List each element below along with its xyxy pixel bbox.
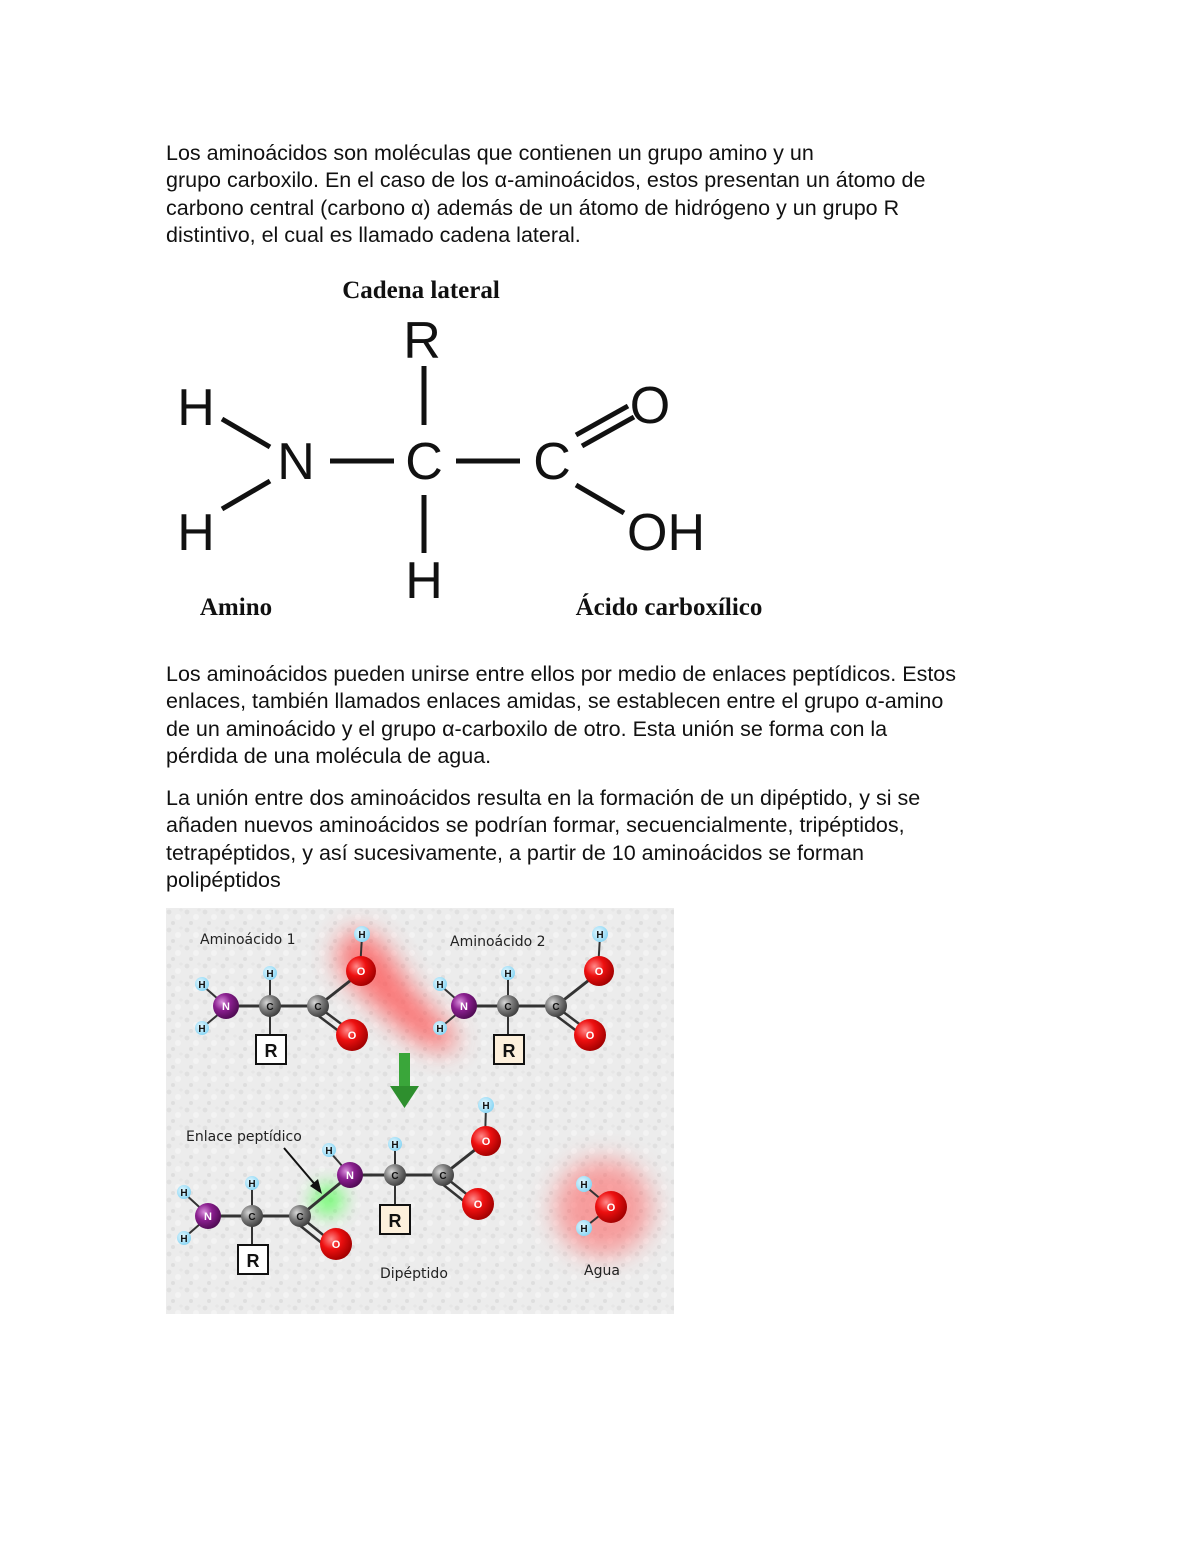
peptide-bond-label: Enlace peptídico: [186, 1129, 302, 1145]
svg-text:H: H: [248, 1179, 256, 1190]
svg-text:R: R: [264, 1041, 278, 1061]
svg-text:C: C: [314, 1002, 322, 1013]
svg-text:H: H: [436, 980, 444, 991]
svg-text:O: O: [585, 1030, 595, 1042]
amino-acid-1-label: Aminoácido 1: [200, 932, 296, 948]
atom-h-amino-bottom: H: [177, 504, 215, 562]
paragraph-intro: [166, 140, 1026, 249]
text-line: de un aminoácido y el grupo α-carboxilo de otro. Esta unión se forma con la: [166, 716, 888, 741]
svg-text:C: C: [248, 1212, 256, 1223]
text-line: Los aminoácidos son moléculas que contienen un grupo amino y un: [166, 141, 814, 165]
svg-text:H: H: [580, 1180, 588, 1191]
text-line: Los aminoácidos pueden unirse entre ellos por medio de enlaces peptídicos. Estos: [166, 662, 957, 686]
svg-text:O: O: [473, 1199, 483, 1211]
text-line: grupo carboxilo. En el caso de los α-aminoácidos, estos presentan un átomo de: [166, 168, 926, 193]
svg-text:C: C: [391, 1171, 399, 1182]
svg-text:H: H: [180, 1188, 188, 1199]
atom-c-carboxyl: C: [533, 433, 571, 491]
paragraph-dipeptides: [166, 785, 1046, 894]
svg-text:O: O: [606, 1202, 616, 1214]
svg-text:N: N: [460, 1001, 468, 1013]
dipeptide-label: Dipéptido: [380, 1266, 448, 1282]
atom-oh: OH: [627, 504, 705, 562]
svg-text:O: O: [356, 966, 366, 978]
svg-text:H: H: [325, 1146, 333, 1157]
text-line: polipéptidos: [166, 867, 281, 892]
svg-text:N: N: [222, 1001, 230, 1013]
side-chain-label: Cadena lateral: [342, 277, 500, 304]
svg-text:R: R: [388, 1211, 402, 1231]
svg-text:C: C: [504, 1002, 512, 1013]
water-label: Agua: [584, 1263, 620, 1279]
svg-text:H: H: [198, 1024, 206, 1035]
svg-text:H: H: [436, 1024, 444, 1035]
atom-c-alpha: C: [405, 433, 443, 491]
text-line: añaden nuevos aminoácidos se podrían formar, secuencialmente, tripéptidos,: [166, 813, 905, 838]
atom-n: N: [277, 433, 315, 491]
text-line: pérdida de una molécula de agua.: [166, 743, 492, 768]
paragraph-peptide-bonds: [166, 661, 1046, 770]
svg-text:N: N: [346, 1170, 354, 1182]
svg-text:H: H: [482, 1101, 490, 1112]
text-line: La unión entre dos aminoácidos resulta en la formación de un dipéptido, y si se: [166, 786, 921, 810]
svg-text:H: H: [358, 930, 366, 941]
carboxylic-acid-label: Ácido carboxílico: [575, 594, 763, 621]
text-line: distintivo, el cual es llamado cadena lateral.: [166, 222, 581, 247]
atom-h-alpha: H: [405, 552, 443, 610]
svg-text:O: O: [347, 1030, 357, 1042]
svg-text:O: O: [331, 1239, 341, 1251]
svg-text:O: O: [594, 966, 604, 978]
svg-text:C: C: [296, 1212, 304, 1223]
atom-h-amino-top: H: [177, 379, 215, 437]
atom-r: R: [403, 312, 441, 370]
svg-text:O: O: [481, 1136, 491, 1148]
dipeptide-formation-figure: [166, 908, 674, 1314]
svg-text:H: H: [266, 969, 274, 980]
amino-acid-structure-figure: [166, 263, 790, 640]
svg-text:N: N: [204, 1211, 212, 1223]
text-line: carbono central (carbono α) además de un átomo de hidrógeno y un grupo R: [166, 195, 900, 220]
svg-text:H: H: [198, 980, 206, 991]
svg-text:C: C: [266, 1002, 274, 1013]
text-line: enlaces, también llamados enlaces amidas, se establecen entre el grupo α-amino: [166, 689, 944, 714]
svg-text:C: C: [439, 1171, 447, 1182]
svg-text:H: H: [180, 1234, 188, 1245]
svg-text:H: H: [596, 930, 604, 941]
svg-text:H: H: [391, 1140, 399, 1151]
svg-text:H: H: [580, 1224, 588, 1235]
svg-text:C: C: [552, 1002, 560, 1013]
svg-text:H: H: [504, 969, 512, 980]
svg-text:R: R: [246, 1251, 260, 1271]
amino-acid-2-label: Aminoácido 2: [450, 934, 546, 950]
atom-o: O: [629, 377, 671, 435]
svg-text:R: R: [502, 1041, 516, 1061]
amino-label: Amino: [199, 594, 273, 621]
text-line: tetrapéptidos, y así sucesivamente, a partir de 10 aminoácidos se forman: [166, 840, 864, 865]
